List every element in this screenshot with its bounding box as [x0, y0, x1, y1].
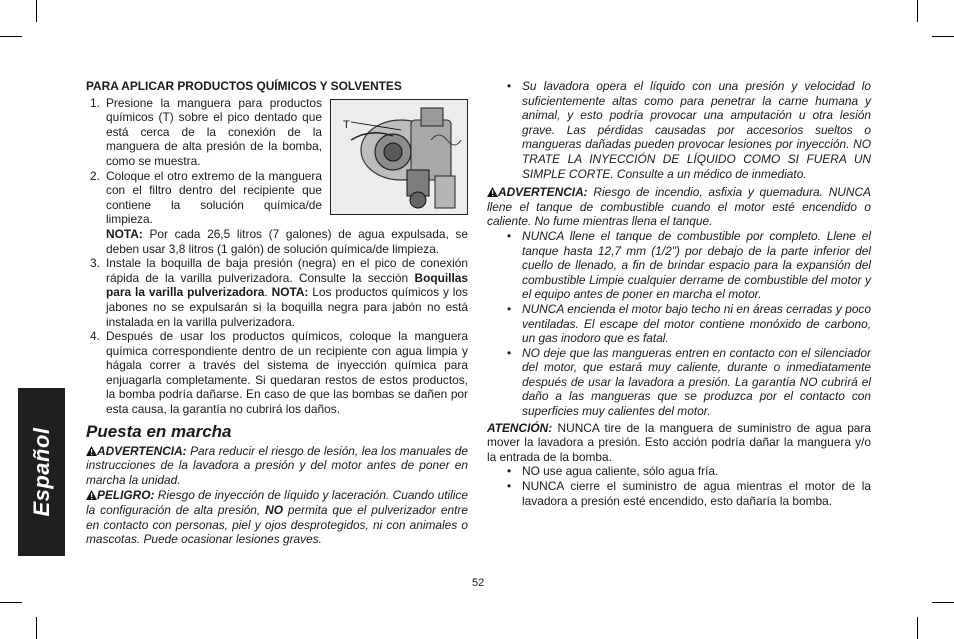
step-3 — [86, 256, 468, 329]
page-number: 52 — [472, 577, 485, 589]
bullet-dot: • — [507, 345, 512, 360]
warning-paragraph — [487, 185, 871, 229]
bullet-text: NUNCA cierre el suministro de agua mientras el motor de la lavadora a presión esté encendido, esto dañaría la bomba. — [522, 479, 871, 508]
warning-paragraph — [86, 444, 468, 488]
step-4 — [86, 329, 468, 417]
crop-mark — [36, 0, 37, 22]
step-3-reference: Boquillas para la varilla pulverizadora — [106, 270, 468, 300]
section-title: Puesta en marcha — [86, 421, 232, 441]
attention-text: NUNCA tire de la manguera de suministro de agua para mover la lavadora a presión. Esto acción podría dañar la manguera y/o la entrada de la bomba. — [487, 420, 871, 464]
bullet-text: NO deje que las mangueras entren en contacto con el silenciador del motor, que estará muy caliente, durante o inmediatamente después de usar la lavadora a presión. La garantía NO cubrirá el daño a las mangueras que se produzca por el contacto con superficies muy calientes del motor. — [522, 345, 871, 419]
language-tab-label: Español — [28, 427, 54, 517]
bullet-dot: • — [507, 228, 512, 243]
crop-mark — [0, 36, 22, 37]
section-heading: PARA APLICAR PRODUCTOS QUÍMICOS Y SOLVENTES — [86, 79, 402, 93]
step-1-text: Presione la manguera para productos químicos (T) sobre el pico dentado que está cerca de la conexión de la manguera de alta presión de la bomba, como se muestra. — [106, 95, 322, 168]
bullet-text: NUNCA llene el tanque de combustible por completo. Llene el tanque hasta 12,7 mm (1/2") por debajo de la parte inferior del cuello de llenado, a fin de brindar espacio para la expansión del combustible Limpie cualquier derrame de combustible del motor y el equipo antes de poner en marcha el motor. — [522, 228, 871, 302]
warning-triangle-icon — [86, 490, 97, 500]
crop-mark — [932, 602, 954, 603]
danger-label: PELIGRO: — [97, 488, 155, 503]
warning-triangle-icon — [487, 187, 498, 197]
step-number: 1. — [90, 95, 100, 110]
crop-mark — [917, 617, 918, 639]
note-paragraph — [86, 227, 468, 256]
danger-no: NO — [265, 503, 283, 518]
step-2-text: Coloque el otro extremo de la manguera con el filtro dentro del recipiente que contiene la solución química/de limpieza. — [106, 168, 322, 227]
step-4-text: Después de usar los productos químicos, coloque la manguera química correspondiente dentro de un recipiente con agua limpia y hágala correr a través del sistema de inyección química para enjuagarla completamente. Si quedaran restos de estos productos, la bomba podría dañarse. En caso de que las bombas se dañen por esta causa, la garantía no cubrirá los daños. — [106, 329, 468, 417]
figure-label-t: T — [343, 118, 350, 131]
bullet-item — [487, 464, 871, 479]
bullet-dot: • — [507, 79, 512, 93]
note-label: NOTA: — [106, 226, 143, 241]
danger-text: permita que el pulverizador entre en contacto con personas, piel y ojos desprotegidos, ni con animales o mascotas. Puede ocasionar lesiones graves. — [86, 503, 468, 547]
right-column — [487, 79, 871, 508]
step-1 — [86, 96, 468, 169]
note-label: NOTA: — [271, 285, 309, 300]
step-number: 2. — [90, 168, 100, 183]
crop-mark — [36, 617, 37, 639]
step-number: 3. — [90, 256, 100, 271]
step-3-text: Instale la boquilla de baja presión (negra) en el pico de conexión rápida de la varilla pulverizadora. Consulte la sección — [106, 256, 468, 285]
step-2 — [86, 169, 468, 227]
step-3-text: . — [264, 285, 272, 300]
bullet-item — [487, 302, 871, 346]
crop-mark — [932, 36, 954, 37]
bullet-item — [487, 346, 871, 419]
note-text: Por cada 26,5 litros (7 galones) de agua expulsada, se deben usar 3,8 litros (1 galón) de solución química/de limpieza. — [106, 226, 468, 256]
warning-text: Para reducir el riesgo de lesión, lea los manuales de instrucciones de la lavadora a presión y del motor antes de poner en marcha la unidad. — [86, 443, 468, 487]
left-column — [86, 79, 468, 547]
bullet-item — [487, 229, 871, 302]
warning-text: Riesgo de incendio, asfixia y quemadura. NUNCA llene el tanque de combustible cuando el motor esté encendido o caliente. No fume mientras llena el tanque. — [487, 185, 871, 229]
bullet-item — [487, 79, 871, 181]
crop-mark — [0, 602, 22, 603]
bullet-dot: • — [507, 479, 512, 494]
warning-label: ADVERTENCIA: — [498, 185, 588, 200]
warning-triangle-icon — [86, 446, 97, 456]
bullet-text: NUNCA encienda el motor bajo techo ni en áreas cerradas y poco ventiladas. El escape del motor contiene monóxido de carbono, un gas inodoro que es fatal. — [522, 301, 871, 346]
attention-paragraph — [487, 421, 871, 465]
attention-label: ATENCIÓN: — [487, 420, 553, 435]
bullet-text: Su lavadora opera el líquido con una presión y velocidad lo suficientemente altas como para penetrar la carne humana y animal, y esto podría provocar una amputación u otra lesión grave. Las pérdidas causadas por accesorios sueltos o mangueras dañadas pueden provocar lesiones por inyección. NO TRATE LA INYECCIÓN DE LÍQUIDO COMO SI FUERA UN SIMPLE CORTE. Consulte a un médico de inmediato. — [522, 79, 871, 181]
language-tab — [18, 388, 65, 556]
danger-text: Riesgo de inyección de líquido y laceración. Cuando utilice la configuración de alta presión, — [86, 488, 468, 518]
danger-paragraph — [86, 488, 468, 546]
bullet-text: NO use agua caliente, sólo agua fría. — [522, 464, 719, 479]
bullet-dot: • — [507, 301, 512, 316]
warning-label: ADVERTENCIA: — [97, 443, 187, 458]
crop-mark — [917, 0, 918, 22]
bullet-dot: • — [507, 464, 512, 479]
step-number: 4. — [90, 329, 100, 344]
bullet-item — [487, 479, 871, 508]
step-3-text: Los productos químicos y los jabones no se expulsarán si la boquilla negra para jabón no está instalada en la varilla pulverizadora. — [106, 285, 468, 329]
